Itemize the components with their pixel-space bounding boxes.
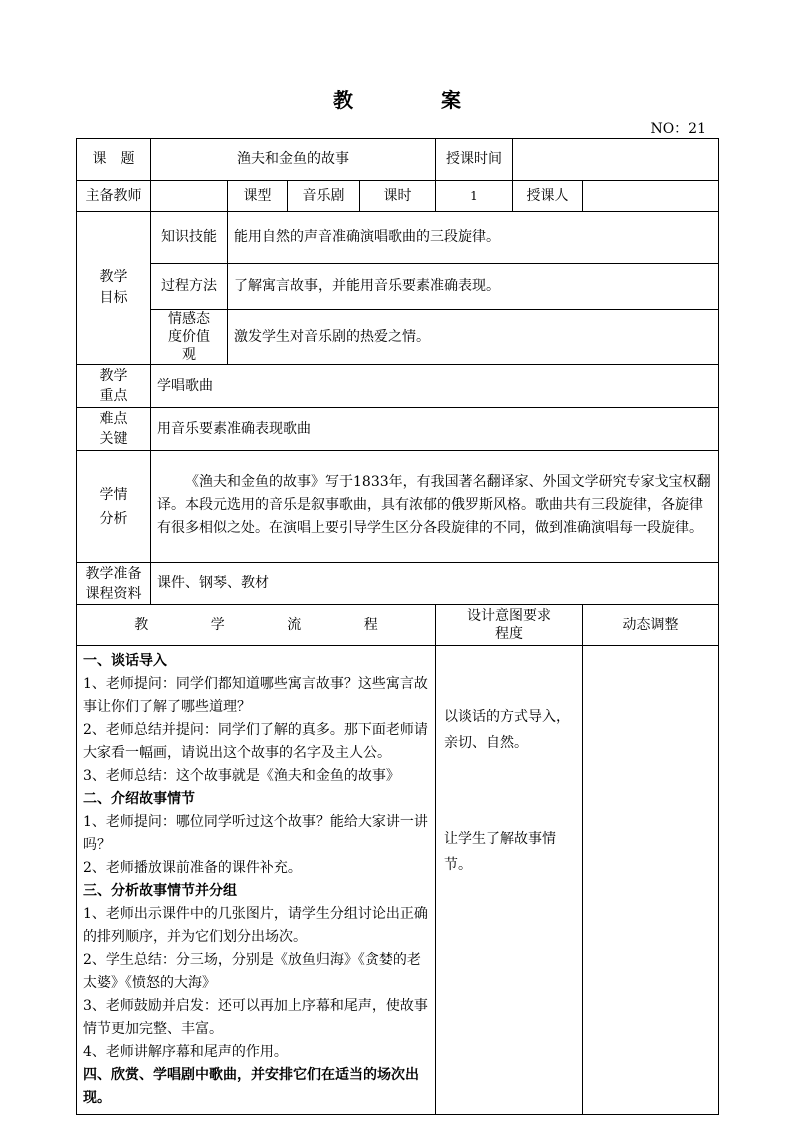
topic-value: 渔夫和金鱼的故事 <box>151 139 436 181</box>
analysis-label: 学情分析 <box>77 451 151 563</box>
flow-line: 4、老师讲解序幕和尾声的作用。 <box>83 1044 288 1060</box>
document-title <box>0 84 794 113</box>
flow-line: 四、欣赏、学唱剧中歌曲，并安排它们在适当的场次出现。 <box>83 1067 419 1106</box>
flow-line: 3、老师总结：这个故事就是《渔夫和金鱼的故事》 <box>83 768 400 784</box>
row-teacher <box>77 181 719 212</box>
row-topic <box>77 139 719 181</box>
type-value: 音乐剧 <box>288 181 360 212</box>
process-header-char: 教 <box>134 616 149 633</box>
focus-value: 学唱歌曲 <box>151 365 719 408</box>
topic-label: 课 题 <box>77 139 151 181</box>
document-number: NO：21 <box>650 121 706 137</box>
difficulty-value: 用音乐要素准确表现歌曲 <box>151 408 719 451</box>
prep-value: 课件、钢琴、教材 <box>151 563 719 605</box>
objective-label: 知识技能 <box>151 212 228 264</box>
flow-line: 三、分析故事情节并分组 <box>83 883 237 899</box>
teacher-value <box>151 181 228 212</box>
lecturer-value <box>583 181 719 212</box>
flow-line: 3、老师鼓励并启发：还可以再加上序幕和尾声，使故事情节更加完整、丰富。 <box>83 998 428 1037</box>
title-char-left: 教 <box>333 88 353 112</box>
row-difficulty <box>77 408 719 451</box>
row-focus <box>77 365 719 408</box>
objective-label: 情感态度价值观 <box>151 310 228 365</box>
row-objective-3 <box>77 310 719 365</box>
difficulty-label: 难点关键 <box>77 408 151 451</box>
flow-line: 一、谈话导入 <box>83 653 167 669</box>
row-flow-body <box>77 646 719 1115</box>
design-header: 设计意图要求程度 <box>436 605 583 646</box>
design-note: 让学生了解故事情节。 <box>444 831 556 873</box>
type-label: 课型 <box>228 181 288 212</box>
process-header-char: 学 <box>210 616 225 633</box>
adjust-value <box>583 646 719 1115</box>
objective-value: 激发学生对音乐剧的热爱之情。 <box>228 310 719 365</box>
prep-label: 教学准备课程资料 <box>77 563 151 605</box>
objective-value: 了解寓言故事，并能用音乐要素准确表现。 <box>228 264 719 310</box>
time-value <box>513 139 719 181</box>
design-note: 以谈话的方式导入，亲切、自然。 <box>444 709 570 751</box>
row-objective-1 <box>77 212 719 264</box>
flow-content <box>77 646 436 1115</box>
design-notes <box>436 646 583 1115</box>
flow-line: 2、老师总结并提问：同学们了解的真多。那下面老师请大家看一幅画，请说出这个故事的名字及主人公。 <box>83 722 428 761</box>
row-analysis <box>77 451 719 563</box>
row-objective-2 <box>77 264 719 310</box>
flow-line: 2、老师播放课前准备的课件补充。 <box>83 860 302 876</box>
hours-value: 1 <box>436 181 513 212</box>
hours-label: 课时 <box>360 181 436 212</box>
flow-line: 1、老师出示课件中的几张图片，请学生分组讨论出正确的排列顺序，并为它们划分出场次。 <box>83 906 428 945</box>
objectives-label: 教学目标 <box>77 212 151 365</box>
row-flow-header <box>77 605 719 646</box>
flow-line: 1、老师提问：同学们都知道哪些寓言故事？这些寓言故事让你们了解了哪些道理？ <box>83 676 428 715</box>
objective-value: 能用自然的声音准确演唱歌曲的三段旋律。 <box>228 212 719 264</box>
flow-line: 2、学生总结：分三场，分别是《放鱼归海》《贪婪的老太婆》《愤怒的大海》 <box>83 952 421 991</box>
row-prep <box>77 563 719 605</box>
process-header-char: 流 <box>287 616 302 633</box>
flow-line: 1、老师提问：哪位同学听过这个故事？能给大家讲一讲吗？ <box>83 814 428 853</box>
analysis-value: 《渔夫和金鱼的故事》写于1833年，有我国著名翻译家、外国文学研究专家戈宝权翻译。本段元选用的音乐是叙事歌曲，具有浓郁的俄罗斯风格。歌曲共有三段旋律，各旋律有很多相似之处。在演唱上要引导学生区分各段旋律的不同，做到准确演唱每一段旋律。 <box>151 451 719 563</box>
process-header-char: 程 <box>363 616 378 633</box>
title-char-right: 案 <box>441 88 461 112</box>
flow-line: 二、介绍故事情节 <box>83 791 195 807</box>
focus-label: 教学重点 <box>77 365 151 408</box>
adjust-header: 动态调整 <box>583 605 719 646</box>
objective-label: 过程方法 <box>151 264 228 310</box>
lesson-plan-table <box>76 138 719 1115</box>
time-label: 授课时间 <box>436 139 513 181</box>
process-header <box>77 605 436 646</box>
teacher-label: 主备教师 <box>77 181 151 212</box>
lecturer-label: 授课人 <box>513 181 583 212</box>
